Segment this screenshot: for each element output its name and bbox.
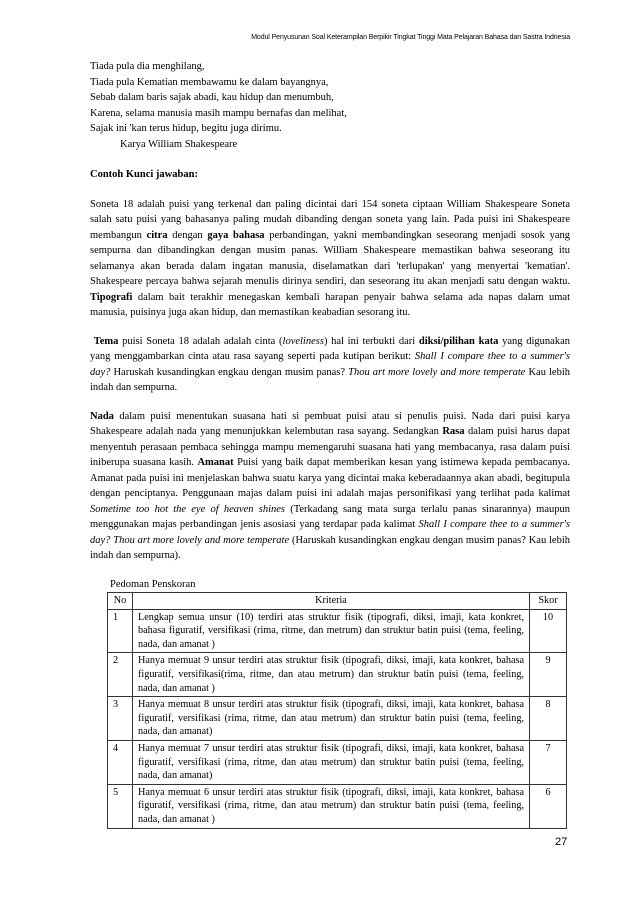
table-row [108,653,567,697]
page-content [90,59,570,829]
column-header-no: No [108,593,133,610]
cell-kriteria: Lengkap semua unsur (10) terdiri atas struktur fisik (tipografi, diksi, imaji, kata konkret, bahasa figuratif, versifikasi (rima, ritme, dan metrum) dan struktur batin puisi (tema, feeling, nada, dan amanat ) [133,609,530,653]
poem-line: Sebab dalam baris sajak abadi, kau hidup dan menumbuh, [90,92,334,103]
cell-skor: 10 [530,609,567,653]
cell-no: 2 [108,653,133,697]
text-run: Kau lebih indah dan sempurna. [90,366,571,393]
text-run: (Terkadang sang mata surga terlalu panas sinarannya) maupun menggunakan majas perbandingan jenis asosiasi yang terdapar pada kalimat [90,503,570,530]
text-run: dengan [167,229,208,241]
keyword-amanat: Amanat [197,457,234,468]
keyword-nada: Nada [90,410,114,422]
rubric-title: Pedoman Penskoran [110,578,196,590]
poem-line: Sajak ini 'kan terus hidup, begitu juga dirimu. [90,123,282,134]
cell-no: 4 [108,740,133,784]
text-run: dalam puisi harus dapat menyentuh perasaan pembaca sehingga mampu memengaruhi suasana hati yang membacanya, rasa dalam puisi iniberupa suasana kasih. [90,426,571,468]
keyword-citra: citra [146,229,168,241]
quote-shall-i-compare-full: Shall I compare thee to a summer's day? Thou art more lovely and more temperate [90,519,570,546]
text-run: dalam bait terakhir menegaskan kembali harapan penyair bahwa selama ada napas dalam umat manusia, puisinya juga akan hidup, dan memastikan keabadian sesorang itu. [90,291,570,318]
keyword-gaya-bahasa: gaya bahasa [207,229,265,241]
cell-no: 1 [108,609,133,653]
page-number: 27 [555,836,568,848]
column-header-skor: Skor [530,593,567,610]
text-run: Puisi yang baik dapat memberikan kesan yang istimewa kepada pembacanya. Amanat pada puisi ini menjelaskan bahwa suatu karya yang dicintai maka keberadaannya akan abadi, begitupula dengan penciptanya. Penggunaan majas dalam puisi ini adalah majas personifikasi yang terlihat pada kalimat [90,457,570,499]
cell-kriteria: Hanya memuat 7 unsur terdiri atas struktur fisik (tipografi, diksi, imaji, kata konkret, bahasa figuratif, versifikasi (rima, ritme, dan atau metrum) dan struktur batin puisi (tema, feeling, nada, dan amanat) [133,740,530,784]
poem-author: Karya William Shakespeare [120,138,238,150]
poem-line: Tiada pula Kematian membawamu ke dalam bayangnya, [90,76,329,88]
text-run: puisi Soneta 18 adalah adalah cinta ( [118,335,283,347]
table-row [108,609,567,653]
answer-key-heading: Contoh Kunci jawaban: [90,169,198,180]
cell-kriteria: Hanya memuat 6 unsur terdiri atas struktur fisik (tipografi, diksi, imaji, kata konkret, bahasa figuratif, versifikasi (rima, ritme, dan atau metrum) dan struktur batin puisi (tema, feeling, nada, dan amanat ) [133,784,530,828]
text-run: (Haruskah kusandingkan engkau dengan musim panas? Kau lebih indah dan sempurna). [90,534,570,561]
keyword-rasa: Rasa [442,426,465,437]
italic-loveliness: loveliness [282,335,324,347]
text-run: ) hal ini terbukti dari [323,335,419,347]
text-run: Soneta 18 adalah puisi yang terkenal dan paling dicintai dari 154 soneta ciptaan William Shakespeare Soneta salah satu puisi yang bahasanya paling mudah dibanding dengan soneta yang lain. Pada puisi ini Shakespeare membangun [90,198,570,241]
cell-skor: 9 [530,653,567,697]
paragraph-nada-rasa-amanat [90,409,570,564]
keyword-tipografi: Tipografi [90,291,133,303]
table-row [108,784,567,828]
keyword-diksi: diksi/pilihan kata [418,335,499,347]
table-header-row [108,593,567,610]
cell-skor: 7 [530,740,567,784]
quote-shall-i-compare: Shall I compare thee to a summer's day? [90,351,570,378]
quote-thou-art: Thou art more lovely and more temperate [348,366,526,378]
poem-line: Tiada pula dia menghilang, [90,61,205,72]
cell-kriteria: Hanya memuat 8 unsur terdiri atas struktur fisik (tipografi, diksi, imaji, kata konkret, bahasa figuratif, versifikasi (rima, ritme, dan atau metrum) dan struktur batin puisi (tema, feeling, nada, dan amanat) [133,697,530,741]
running-header: Modul Penyusunan Soal Keterampilan Berpikir Tingkat Tinggi Mata Pelajaran Bahasa dan Sastra Indnesia [251,34,570,41]
text-run: dalam puisi menentukan suasana hati si pembuat puisi atau si penulis puisi. Nada dari puisi karya Shakespeare adalah nada yang menunjukkan kelembutan rasa sayang. Sedangkan [90,410,570,437]
scoring-table [107,592,567,829]
quote-sometime-too-hot: Sometime too hot the eye of heaven shines [90,503,285,515]
poem-line: Karena, selama manusia masih mampu bernafas dan melihat, [90,107,347,119]
cell-kriteria: Hanya memuat 9 unsur terdiri atas struktur fisik (tipografi, diksi, imaji, kata konkret, bahasa figuratif, versifikasi(rima, ritme, dan atau metrum) dan struktur batin puisi (tema, feeling, nada, dan amanat ) [133,653,530,697]
paragraph-tema [90,334,570,396]
keyword-tema: Tema [93,335,119,347]
cell-skor: 8 [530,697,567,741]
text-run: Haruskah kusandingkan engkau dengan musim panas? [110,366,349,378]
table-row [108,697,567,741]
cell-no: 3 [108,697,133,741]
cell-skor: 6 [530,784,567,828]
poem-excerpt [90,59,570,152]
column-header-kriteria: Kriteria [133,593,530,610]
table-row [108,740,567,784]
paragraph-analysis [90,197,570,321]
text-run: yang digunakan yang menggambarkan cinta atau rasa sayang seperti pada kutipan berikut: [90,335,570,362]
text-run: perbandingan, yakni membandingkan seseorang menjadi sosok yang sempurna dan dibandingkan dengan musim panas. William Shakespeare memastikan bahwa seseorang itu selamanya akan berada dalam ingatan manusia, diselamatkan dari 'terlupakan' yang menyertai 'kematian'. Shakespeare percaya bahwa sejarah menulis dirinya sendiri, dan seseorang itu akan menjadi satu dengan waktu. [90,229,571,287]
cell-no: 5 [108,784,133,828]
